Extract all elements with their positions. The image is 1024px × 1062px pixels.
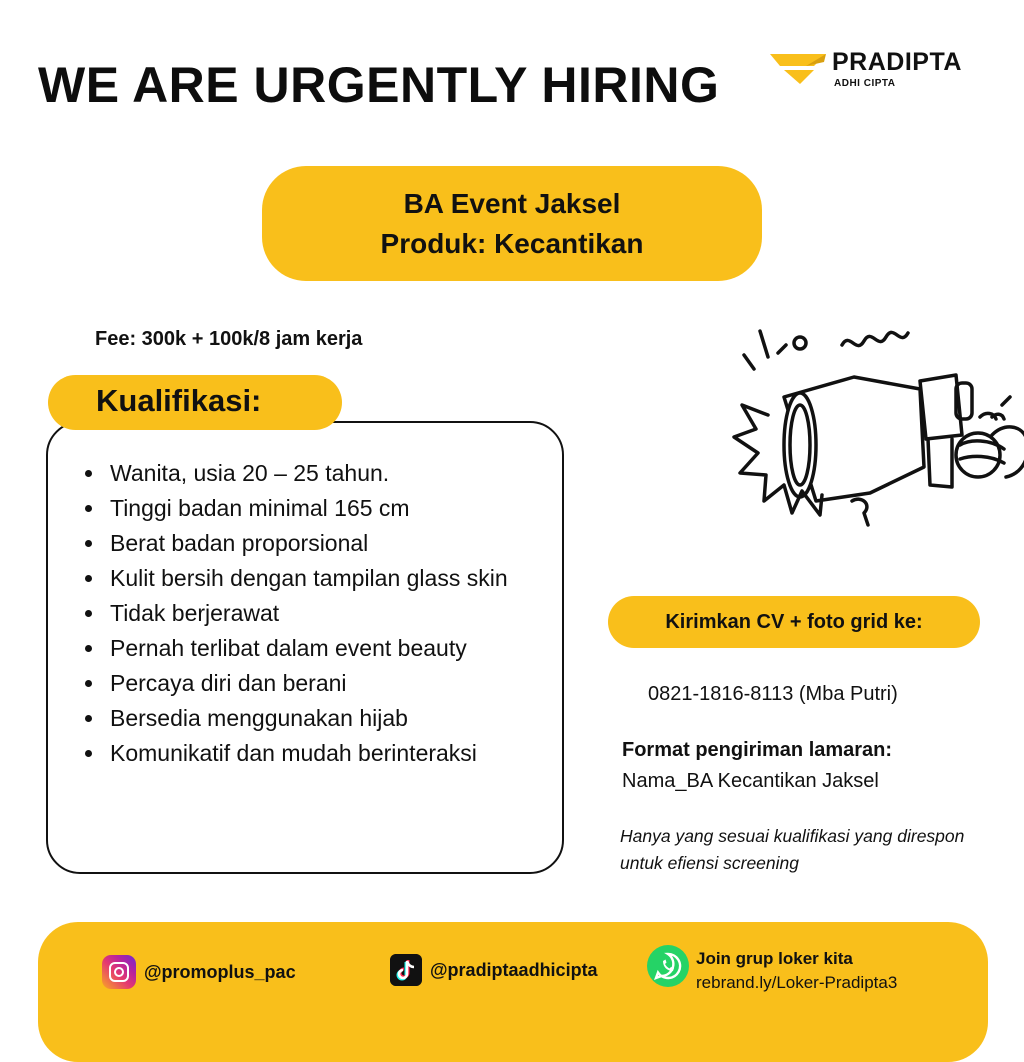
- whatsapp-link[interactable]: [646, 944, 690, 988]
- list-item: Bersedia menggunakan hijab: [78, 701, 568, 736]
- tiktok-handle: @pradiptaadhicipta: [430, 959, 598, 980]
- format-label: Format pengiriman lamaran:: [622, 739, 893, 761]
- position-badge: [262, 166, 762, 281]
- position-title: BA Event Jaksel: [403, 187, 621, 219]
- brand-logo: [770, 46, 980, 92]
- list-item: Percaya diri dan berani: [78, 666, 568, 701]
- page-title: WE ARE URGENTLY HIRING: [38, 57, 720, 113]
- contact-phone: 0821-1816-8113 (Mba Putri): [648, 683, 898, 705]
- format-value: Nama_BA Kecantikan Jaksel: [622, 770, 879, 792]
- brand-name: PRADIPTA: [832, 48, 962, 76]
- megaphone-icon: [730, 325, 1024, 557]
- list-item: Komunikatif dan mudah berinteraksi: [78, 736, 568, 771]
- whatsapp-info[interactable]: [696, 949, 897, 993]
- tiktok-link[interactable]: [390, 954, 598, 986]
- position-product: Produk: Kecantikan: [380, 227, 644, 259]
- instagram-handle: @promoplus_pac: [144, 961, 296, 982]
- fee-text: Fee: 300k + 100k/8 jam kerja: [95, 328, 363, 350]
- screening-note: Hanya yang sesuai kualifikasi yang direspon untuk efiensi screening: [620, 826, 965, 873]
- tiktok-icon: [390, 954, 422, 986]
- list-item: Wanita, usia 20 – 25 tahun.: [78, 456, 568, 491]
- list-item: Kulit bersih dengan tampilan glass skin: [78, 561, 568, 596]
- qualifications-title: Kualifikasi:: [96, 383, 262, 418]
- brand-mark-icon: [770, 52, 828, 86]
- send-cv-badge: Kirimkan CV + foto grid ke:: [608, 596, 980, 648]
- list-item: Tinggi badan minimal 165 cm: [78, 491, 568, 526]
- whatsapp-title: Join grup loker kita: [696, 949, 853, 968]
- instagram-link[interactable]: [102, 955, 296, 989]
- list-item: Berat badan proporsional: [78, 526, 568, 561]
- list-item: Pernah terlibat dalam event beauty: [78, 631, 568, 666]
- instagram-icon: [102, 955, 136, 989]
- whatsapp-url[interactable]: rebrand.ly/Loker-Pradipta3: [696, 973, 898, 992]
- qualifications-list: [78, 456, 568, 771]
- list-item: Tidak berjerawat: [78, 596, 568, 631]
- whatsapp-icon: [646, 944, 690, 988]
- brand-subtitle: ADHI CIPTA: [834, 78, 896, 89]
